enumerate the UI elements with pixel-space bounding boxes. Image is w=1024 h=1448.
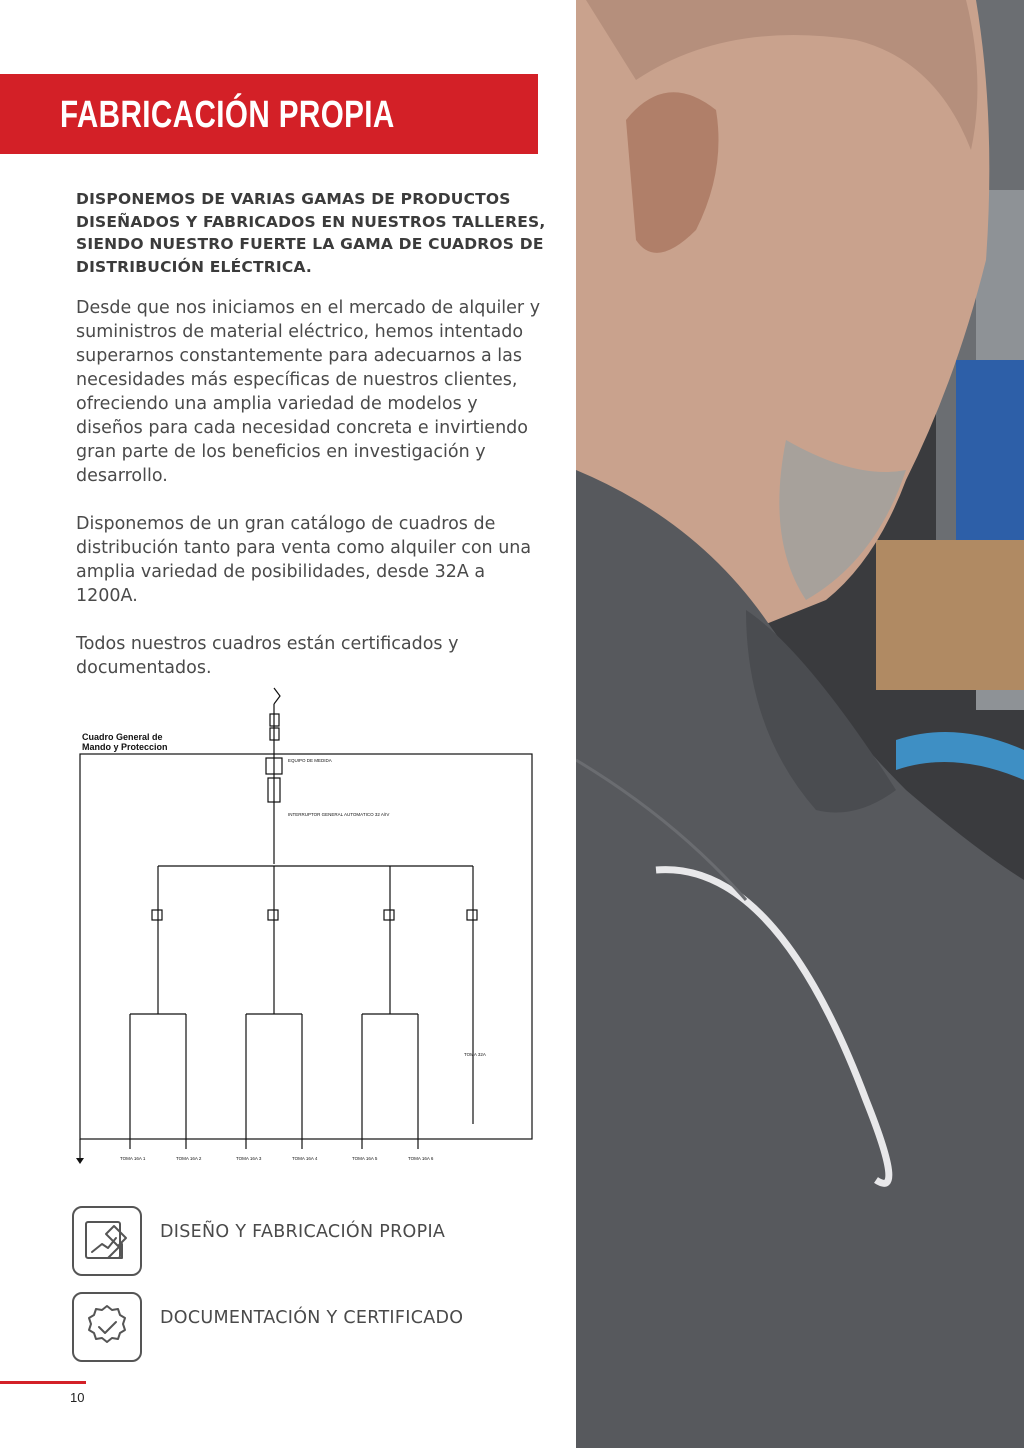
worker-photo bbox=[576, 0, 1024, 1448]
schematic-title-1: Cuadro General de bbox=[82, 732, 163, 742]
output-label-1: TOMA 16A 1 bbox=[120, 1156, 146, 1161]
page-title: FABRICACIÓN PROPIA bbox=[60, 94, 395, 136]
page-number: 10 bbox=[70, 1390, 85, 1405]
certified-badge-icon bbox=[72, 1292, 142, 1362]
aux-output-label: TOMA 32A bbox=[464, 1052, 486, 1057]
feature-certified-label: DOCUMENTACIÓN Y CERTIFICADO bbox=[160, 1308, 464, 1328]
intro-paragraph-2: Disponemos de un gran catálogo de cuadros de distribución tanto para venta como alquiler con una amplia variedad de posibilidades, desde 32A a 1200A. bbox=[76, 514, 532, 606]
output-label-2: TOMA 16A 2 bbox=[176, 1156, 202, 1161]
electrical-schematic bbox=[68, 684, 546, 1174]
feed-symbol bbox=[274, 688, 280, 704]
output-label-4: TOMA 16A 4 bbox=[292, 1156, 318, 1161]
footer-accent-line bbox=[0, 1381, 86, 1384]
schematic-title-2: Mando y Proteccion bbox=[82, 742, 168, 752]
intro-paragraph-3: Todos nuestros cuadros están certificados y documentados. bbox=[76, 634, 459, 678]
output-label-5: TOMA 16A 5 bbox=[352, 1156, 378, 1161]
output-label-6: TOMA 16A 6 bbox=[408, 1156, 434, 1161]
output-label-3: TOMA 16A 3 bbox=[236, 1156, 262, 1161]
intro-paragraph-1: Desde que nos iniciamos en el mercado de alquiler y suministros de material eléctrico, hemos intentado superarnos constantemente para adecuarnos a las necesidades más específicas de nuestros clientes, ofreciendo una amplia variedad de modelos y diseños para cada necesidad concreta e invirtiendo gran parte de los beneficios en investigación y desarrollo. bbox=[76, 298, 541, 486]
meter-label: EQUIPO DE MEDIDA bbox=[288, 758, 332, 763]
feature-design-label: DISEÑO Y FABRICACIÓN PROPIA bbox=[160, 1222, 446, 1242]
intro-lead: DISPONEMOS DE VARIAS GAMAS DE PRODUCTOS DISEÑADOS Y FABRICADOS EN NUESTROS TALLERES, SIENDO NUESTRO FUERTE LA GAMA DE CUADROS DE DISTRIBUCIÓN ELÉCTRICA. bbox=[76, 190, 546, 276]
title-banner bbox=[0, 74, 538, 154]
main-breaker-label: INTERRUPTOR GENERAL AUTOMATICO 32 A/IV bbox=[288, 812, 390, 817]
blueprint-design-icon bbox=[72, 1206, 142, 1276]
feature-design bbox=[72, 1206, 492, 1278]
feature-certified bbox=[72, 1292, 492, 1364]
